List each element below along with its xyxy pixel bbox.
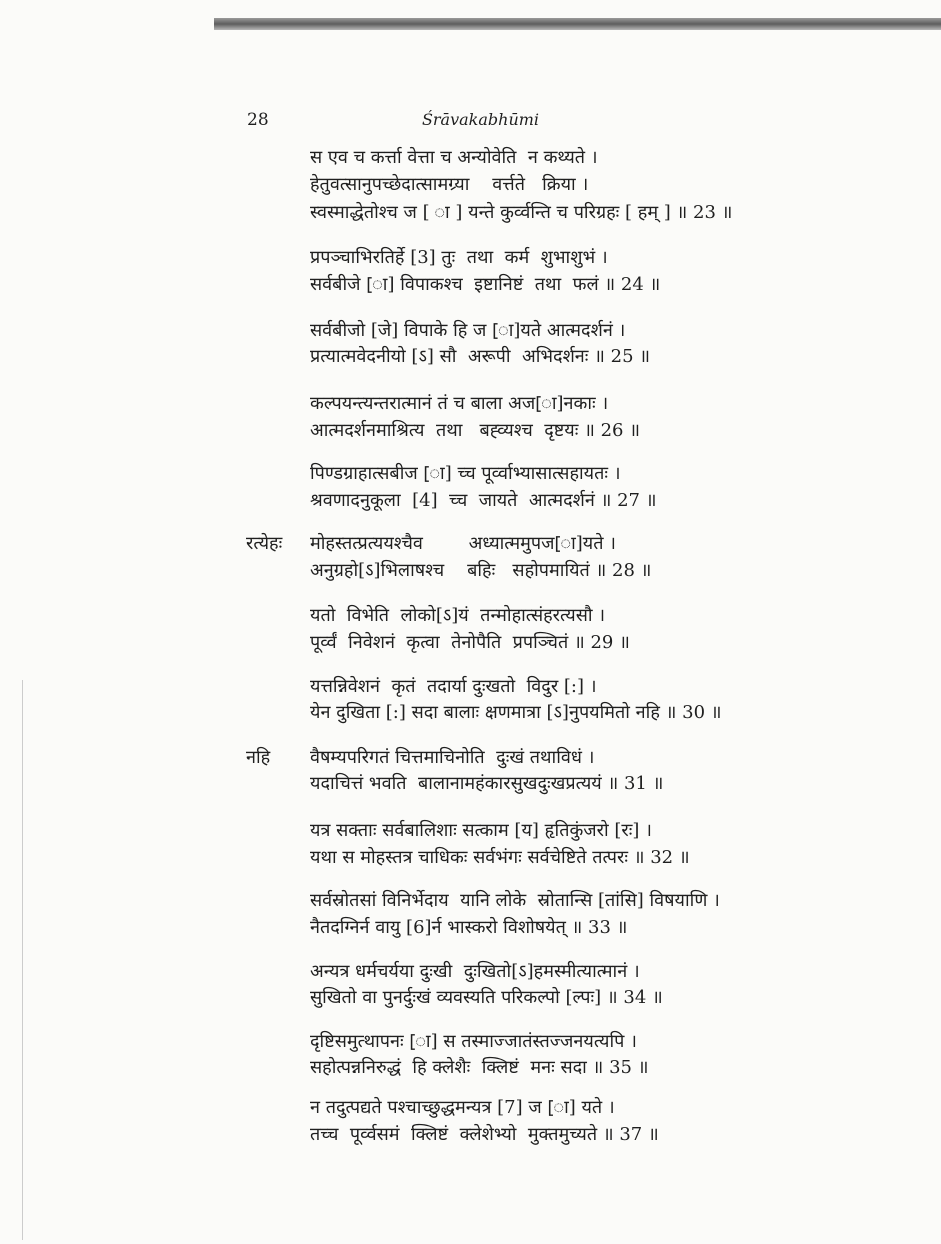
verse-line: यथा स मोहस्तत्र चाधिकः सर्वभंगः सर्वचेष्टिते तत्परः ॥ 32 ॥ bbox=[310, 847, 690, 868]
verse-line: दृष्टिसमुत्थापनः [ा] स तस्माज्जातंस्तज्जनयत्यपि । bbox=[310, 1031, 637, 1052]
verse-line: यदाचित्तं भवति बालानामहंकारसुखदुःखप्रत्ययं ॥ 31 ॥ bbox=[310, 773, 664, 794]
scan-left-edge bbox=[22, 680, 23, 1240]
verse-line: मोहस्तत्प्रत्ययश्चैव अध्यात्ममुपज[ा]यते । bbox=[310, 533, 616, 554]
verse-line: पूर्व्वं निवेशनं कृत्वा तेनोपैति प्रपञ्चितं ॥ 29 ॥ bbox=[310, 632, 630, 653]
verse-line: तच्च पूर्व्वसमं क्लिष्टं क्लेशेभ्यो मुक्तमुच्यते ॥ 37 ॥ bbox=[310, 1124, 659, 1145]
verse-line: आत्मदर्शनमाश्रित्य तथा बह्व्यश्च दृष्टयः ॥ 26 ॥ bbox=[310, 420, 641, 441]
verse-line: सर्वस्रोतसां विनिर्भेदाय यानि लोके स्रोतान्सि [तांसि] विषयाणि । bbox=[310, 890, 720, 911]
verse-line: प्रत्यात्मवेदनीयो [ऽ] सौ अरूपी अभिदर्शनः ॥ 25 ॥ bbox=[310, 346, 651, 367]
verse-line: प्रपञ्चाभिरतिर्हे [3] तुः तथा कर्म शुभाशुभं । bbox=[310, 247, 608, 268]
running-head: Śrāvakabhūmi bbox=[421, 110, 540, 129]
verse-line: नैतदग्निर्न वायु [6]र्न भास्करो विशोषयेत् ॥ 33 ॥ bbox=[310, 917, 628, 938]
margin-note: रत्येहः bbox=[246, 533, 283, 554]
verse-line: हेतुवत्सानुपच्छेदात्सामग्र्या वर्त्तते क्रिया । bbox=[310, 174, 589, 195]
verse-line: वैषम्यपरिगतं चित्तमाचिनोति दुःखं तथाविधं । bbox=[310, 747, 595, 768]
verse-line: अन्यत्र धर्मचर्यया दुःखी दुःखितो[ऽ]हमस्मीत्यात्मानं । bbox=[310, 961, 640, 982]
verse-line: यत्र सक्ताः सर्वबालिशाः सत्काम [य] हृतिकुंजरो [रः] । bbox=[310, 820, 652, 841]
verse-line: येन दुखिता [:] सदा बालाः क्षणमात्रा [ऽ]नुपयमितो नहि ॥ 30 ॥ bbox=[310, 702, 722, 723]
verse-line: सर्वबीजो [जे] विपाके हि ज [ा]यते आत्मदर्शनं । bbox=[310, 320, 626, 341]
page-number: 28 bbox=[247, 110, 269, 130]
verse-line: अनुग्रहो[ऽ]भिलाषश्च बहिः सहोपमायितं ॥ 28 ॥ bbox=[310, 560, 652, 581]
verse-line: यत्तन्निवेशनं कृतं तदार्या दुःखतो विदुर [:] । bbox=[310, 676, 597, 697]
verse-line: यतो विभेति लोको[ऽ]यं तन्मोहात्संहरत्यसौ । bbox=[310, 605, 606, 626]
verse-line: सर्वबीजे [ा] विपाकश्च इष्टानिष्टं तथा फलं ॥ 24 ॥ bbox=[310, 274, 661, 295]
verse-line: पिण्डग्राहात्सबीज [ा] च्च पूर्व्वाभ्यासात्सहायतः । bbox=[310, 463, 621, 484]
verse-line: सुखितो वा पुनर्दुःखं व्यवस्यति परिकल्पो [ल्पः] ॥ 34 ॥ bbox=[310, 987, 663, 1008]
verse-line: न तदुत्पद्यते पश्चाच्छुद्धमन्यत्र [7] ज [ा] यते । bbox=[310, 1097, 615, 1118]
verse-line: स्वस्माद्धेतोश्च ज [ ा ] यन्ते कुर्व्वन्ति च परिग्रहः [ हम् ] ॥ 23 ॥ bbox=[310, 202, 733, 223]
scan-top-edge bbox=[214, 18, 941, 30]
verse-line: सहोत्पन्ननिरुद्धं हि क्लेशैः क्लिष्टं मनः सदा ॥ 35 ॥ bbox=[310, 1057, 649, 1078]
verse-line: श्रवणादनुकूला [4] च्च जायते आत्मदर्शनं ॥ 27 ॥ bbox=[310, 490, 657, 511]
verse-line: स एव च कर्त्ता वेत्ता च अन्योवेति न कथ्यते । bbox=[310, 147, 598, 168]
margin-note: नहि bbox=[246, 747, 271, 768]
verse-line: कल्पयन्त्यन्तरात्मानं तं च बाला अज[ा]नकाः । bbox=[310, 393, 609, 414]
